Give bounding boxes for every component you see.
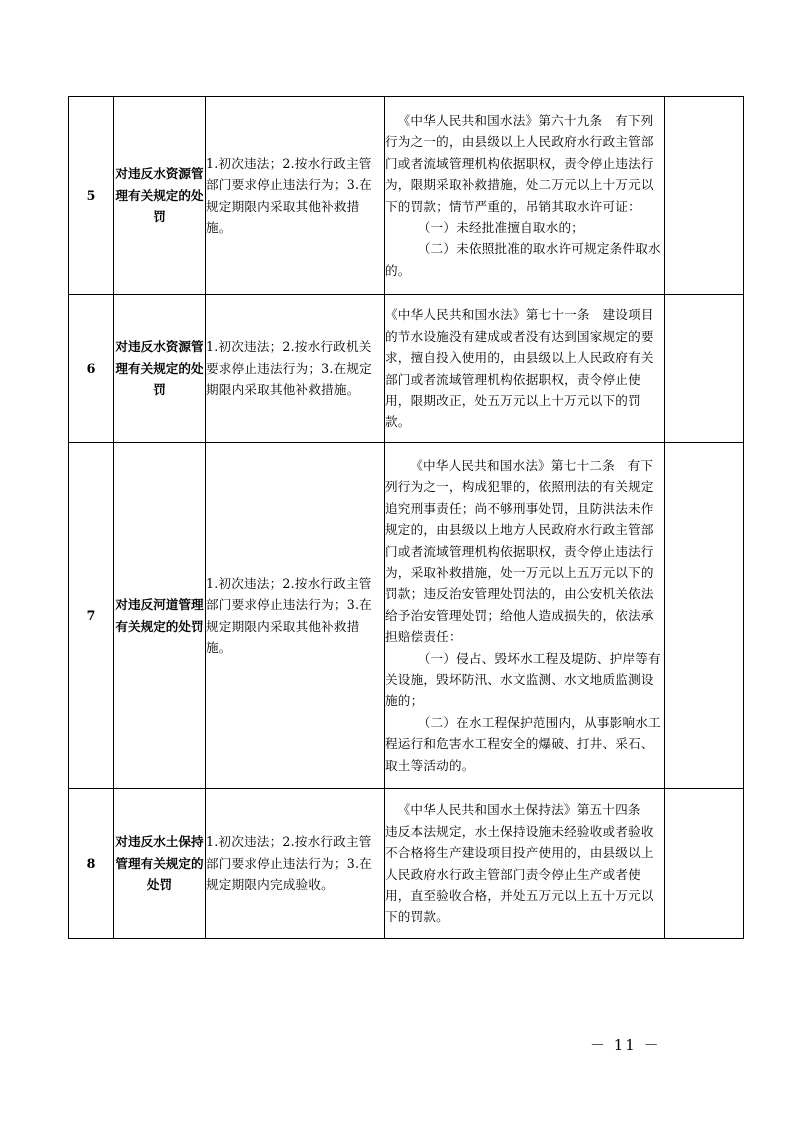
penalty-item-name: 对违反水资源管理有关规定的处罚 <box>114 97 206 295</box>
legal-basis-item: （二）未依照批准的取水许可规定条件取水的。 <box>385 241 661 278</box>
exemption-conditions: 1.初次违法；2.按水行政主管部门要求停止违法行为；3.在规定期限内采取其他补救措施。 <box>206 443 385 789</box>
legal-basis-clause: 《中华人民共和国水法》第六十九条 有下列行为之一的，由县级以上人民政府水行政主管部门或者流域管理机构依据职权，责令停止违法行为，限期采取补救措施，处二万元以上十万元以下的罚款；情节严重的，吊销其取水许可证： <box>385 112 654 214</box>
page-number: － 11 － <box>590 1036 661 1054</box>
empty-cell <box>665 295 744 443</box>
penalty-table <box>68 96 744 939</box>
legal-basis <box>385 443 665 789</box>
penalty-item-name: 对违反水资源管理有关规定的处罚 <box>114 295 206 443</box>
legal-basis <box>385 789 665 939</box>
legal-basis-item: （二）在水工程保护范围内，从事影响水工程运行和危害水工程安全的爆破、打井、采石、取土等活动的。 <box>385 714 661 773</box>
legal-basis <box>385 97 665 295</box>
empty-cell <box>665 789 744 939</box>
table-row <box>69 789 744 939</box>
legal-basis-clause: 《中华人民共和国水土保持法》第五十四条 违反本法规定，水土保持设施未经验收或者验收不合格将生产建设项目投产使用的，由县级以上人民政府水行政主管部门责令停止生产或者使用，直至验收合格，并处五万元以上五十万元以下的罚款。 <box>385 802 654 925</box>
row-number: 8 <box>69 789 114 939</box>
exemption-conditions: 1.初次违法；2.按水行政机关要求停止违法行为；3.在规定期限内采取其他补救措施。 <box>206 295 385 443</box>
legal-basis-clause: 《中华人民共和国水法》第七十二条 有下列行为之一，构成犯罪的，依照刑法的有关规定追究刑事责任；尚不够刑事处罚，且防洪法未作规定的，由县级以上地方人民政府水行政主管部门或者流域管理机构依据职权，责令停止违法行为，采取补救措施，处一万元以上五万元以下的罚款；违反治安管理处罚法的，由公安机关依法给予治安管理处罚；给他人造成损失的，依法承担赔偿责任： <box>385 457 654 645</box>
legal-basis <box>385 295 665 443</box>
penalty-item-name: 对违反水土保持管理有关规定的处罚 <box>114 789 206 939</box>
exemption-conditions: 1.初次违法；2.按水行政主管部门要求停止违法行为；3.在规定期限内完成验收。 <box>206 789 385 939</box>
legal-basis-item: （一）侵占、毁坏水工程及堤防、护岸等有关设施，毁坏防汛、水文监测、水文地质监测设施的； <box>385 650 661 709</box>
table-row <box>69 295 744 443</box>
penalty-item-name: 对违反河道管理有关规定的处罚 <box>114 443 206 789</box>
empty-cell <box>665 443 744 789</box>
legal-basis-item: （一）未经批准擅自取水的； <box>417 219 585 235</box>
table-row <box>69 443 744 789</box>
row-number: 6 <box>69 295 114 443</box>
exemption-conditions: 1.初次违法；2.按水行政主管部门要求停止违法行为；3.在规定期限内采取其他补救措施。 <box>206 97 385 295</box>
row-number: 7 <box>69 443 114 789</box>
legal-basis-clause: 《中华人民共和国水法》第七十一条 建设项目的节水设施没有建成或者没有达到国家规定的要求，擅自投入使用的，由县级以上人民政府有关部门或者流域管理机构依据职权，责令停止使用，限期改正，处五万元以上十万元以下的罚款。 <box>385 307 654 430</box>
empty-cell <box>665 97 744 295</box>
row-number: 5 <box>69 97 114 295</box>
table-row <box>69 97 744 295</box>
